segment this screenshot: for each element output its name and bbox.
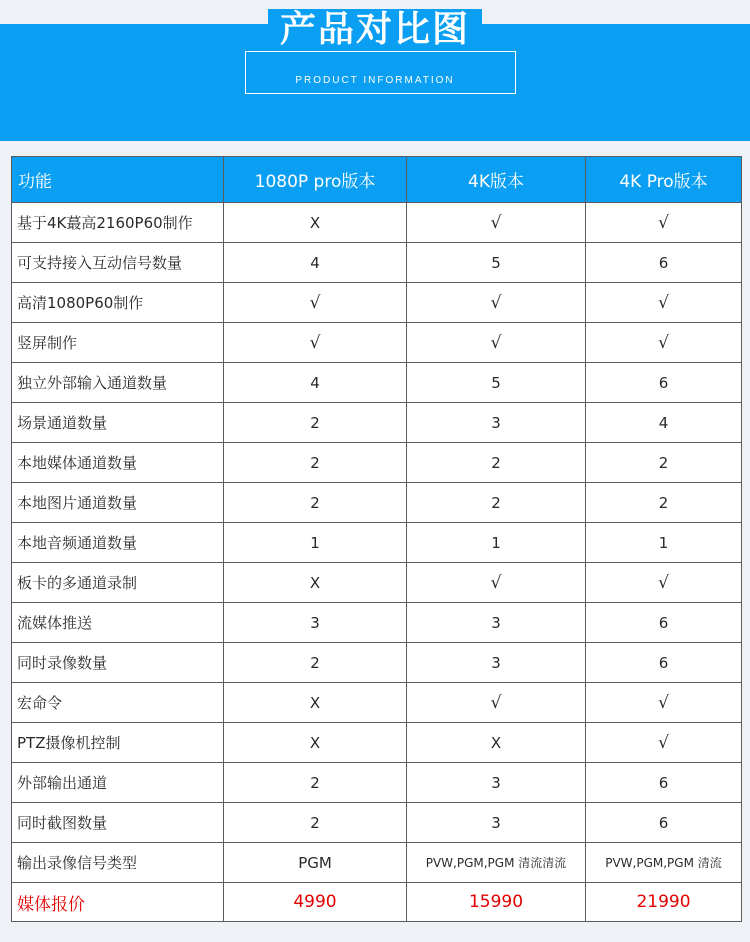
value-4k-pro: 1: [586, 523, 742, 563]
value-1080p-pro: 2: [224, 763, 407, 803]
feature-label: 外部输出通道: [12, 763, 224, 803]
table-row: [12, 603, 742, 643]
value-4k: 3: [407, 803, 586, 843]
table-row: [12, 523, 742, 563]
feature-label: 宏命令: [12, 683, 224, 723]
column-header-feature: 功能: [12, 157, 224, 203]
check-mark: √: [658, 332, 669, 353]
column-header-4k-pro: 4K Pro版本: [586, 157, 742, 203]
table-row: [12, 643, 742, 683]
check-mark: √: [309, 292, 321, 313]
table-row: [12, 483, 742, 523]
value-4k: [407, 563, 586, 603]
column-header-4k: 4K版本: [407, 157, 586, 203]
value-1080p-pro: [224, 283, 407, 323]
value-4k-pro: 6: [586, 603, 742, 643]
feature-label: 本地媒体通道数量: [12, 443, 224, 483]
value-4k: [407, 683, 586, 723]
feature-label: 基于4K蕞高2160P60制作: [12, 203, 224, 243]
value-4k: PVW,PGM,PGM 清流清流: [407, 843, 586, 883]
value-1080p-pro: 3: [224, 603, 407, 643]
value-4k-pro: [586, 323, 742, 363]
price-value-1080p-pro: 4990: [224, 883, 407, 922]
table-row: [12, 563, 742, 603]
table-row: [12, 323, 742, 363]
feature-label: 独立外部输入通道数量: [12, 363, 224, 403]
value-4k: 1: [407, 523, 586, 563]
value-4k-pro: 6: [586, 243, 742, 283]
value-1080p-pro: PGM: [224, 843, 407, 883]
value-1080p-pro: 2: [224, 443, 407, 483]
value-4k-pro: 2: [586, 443, 742, 483]
value-4k: [407, 283, 586, 323]
value-4k: 5: [407, 243, 586, 283]
value-4k: [407, 203, 586, 243]
feature-label: 输出录像信号类型: [12, 843, 224, 883]
table-row: [12, 723, 742, 763]
column-header-1080p-pro: 1080P pro版本: [224, 157, 407, 203]
value-4k-pro: 6: [586, 643, 742, 683]
comparison-table: [11, 156, 742, 922]
value-4k: 3: [407, 643, 586, 683]
feature-label: PTZ摄像机控制: [12, 723, 224, 763]
value-4k-pro: 4: [586, 403, 742, 443]
value-4k: 3: [407, 403, 586, 443]
value-4k: 3: [407, 763, 586, 803]
page-title: 产品对比图: [0, 8, 750, 52]
feature-label: 场景通道数量: [12, 403, 224, 443]
value-4k-pro: 6: [586, 803, 742, 843]
value-4k: [407, 323, 586, 363]
value-1080p-pro: 2: [224, 803, 407, 843]
value-4k-pro: [586, 723, 742, 763]
value-1080p-pro: X: [224, 563, 407, 603]
value-1080p-pro: 2: [224, 643, 407, 683]
value-4k-pro: 6: [586, 763, 742, 803]
feature-label: 本地图片通道数量: [12, 483, 224, 523]
value-4k-pro: PVW,PGM,PGM 清流: [586, 843, 742, 883]
title-frame: [245, 51, 516, 94]
table-row: [12, 203, 742, 243]
check-mark: √: [658, 572, 669, 593]
value-1080p-pro: X: [224, 723, 407, 763]
check-mark: √: [309, 332, 321, 353]
value-4k-pro: 2: [586, 483, 742, 523]
check-mark: √: [658, 692, 669, 713]
value-4k-pro: [586, 283, 742, 323]
check-mark: √: [658, 292, 669, 313]
check-mark: √: [490, 572, 502, 593]
check-mark: √: [490, 692, 502, 713]
price-value-4k: 15990: [407, 883, 586, 922]
table-row: [12, 363, 742, 403]
price-label: 媒体报价: [12, 883, 224, 922]
value-4k-pro: [586, 563, 742, 603]
table-row: [12, 843, 742, 883]
table-row: [12, 683, 742, 723]
feature-label: 高清1080P60制作: [12, 283, 224, 323]
value-4k-pro: [586, 203, 742, 243]
table-row: [12, 243, 742, 283]
value-4k: X: [407, 723, 586, 763]
value-1080p-pro: 1: [224, 523, 407, 563]
table-header-row: [12, 157, 742, 203]
value-1080p-pro: 4: [224, 363, 407, 403]
price-value-4k-pro: 21990: [586, 883, 742, 922]
value-1080p-pro: X: [224, 683, 407, 723]
comparison-table-container: [11, 156, 741, 922]
value-1080p-pro: 2: [224, 403, 407, 443]
check-mark: √: [658, 212, 669, 233]
value-1080p-pro: 2: [224, 483, 407, 523]
feature-label: 本地音频通道数量: [12, 523, 224, 563]
value-1080p-pro: X: [224, 203, 407, 243]
table-row: [12, 283, 742, 323]
page-subtitle: PRODUCT INFORMATION: [295, 75, 455, 86]
feature-label: 同时截图数量: [12, 803, 224, 843]
check-mark: √: [490, 332, 502, 353]
check-mark: √: [490, 292, 502, 313]
table-row: [12, 443, 742, 483]
value-1080p-pro: 4: [224, 243, 407, 283]
table-row: [12, 803, 742, 843]
value-4k: 5: [407, 363, 586, 403]
value-1080p-pro: [224, 323, 407, 363]
value-4k: 2: [407, 483, 586, 523]
feature-label: 竖屏制作: [12, 323, 224, 363]
price-row: [12, 883, 742, 922]
table-row: [12, 763, 742, 803]
check-mark: √: [658, 732, 669, 753]
table-row: [12, 403, 742, 443]
feature-label: 可支持接入互动信号数量: [12, 243, 224, 283]
value-4k: 2: [407, 443, 586, 483]
feature-label: 流媒体推送: [12, 603, 224, 643]
value-4k-pro: 6: [586, 363, 742, 403]
value-4k: 3: [407, 603, 586, 643]
check-mark: √: [490, 212, 502, 233]
value-4k-pro: [586, 683, 742, 723]
feature-label: 同时录像数量: [12, 643, 224, 683]
feature-label: 板卡的多通道录制: [12, 563, 224, 603]
